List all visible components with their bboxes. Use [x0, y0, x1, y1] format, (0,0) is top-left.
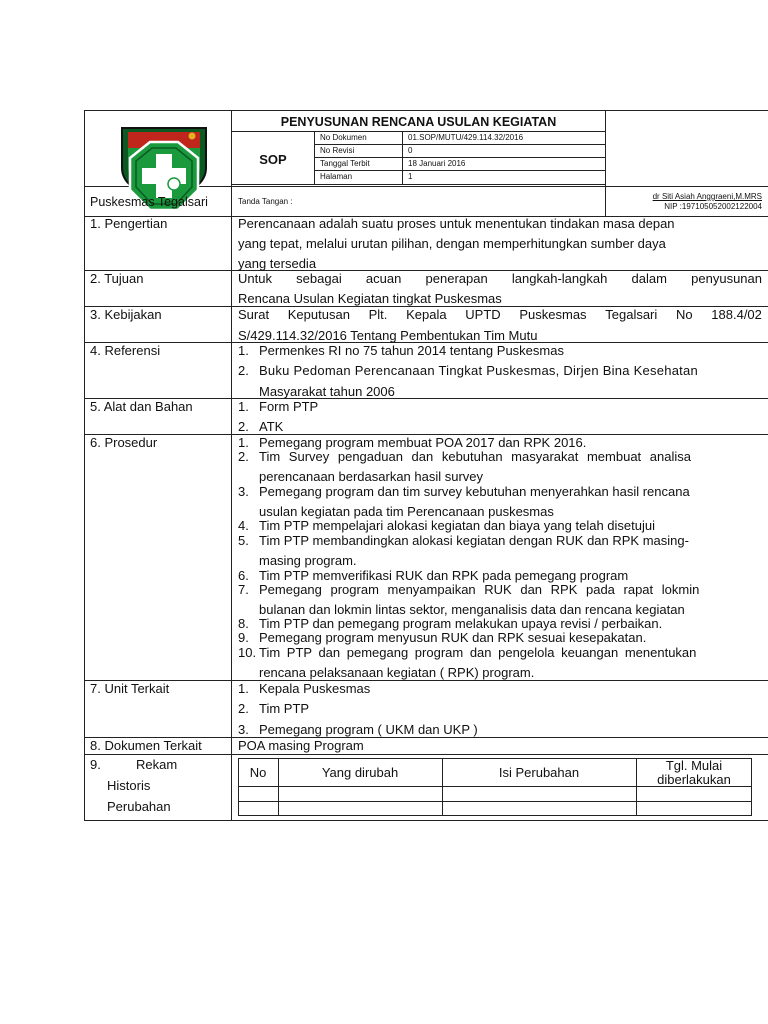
section-label-unit: 7. Unit Terkait	[90, 681, 170, 696]
prosedur-item	[238, 484, 690, 500]
list-number: 2.	[238, 419, 249, 434]
prosedur-item	[238, 533, 689, 549]
row-line-rekam	[84, 754, 768, 755]
tujuan-word: penyusunan	[691, 271, 762, 286]
prosedur-continuation: masing program.	[259, 553, 357, 568]
rekam-label-word: Perubahan	[107, 799, 171, 814]
kebijakan-word: 188.4/02	[711, 307, 762, 322]
meta-value-halaman: 1	[408, 172, 413, 181]
history-header-tgl-mulai: Tgl. Mulai	[665, 758, 723, 773]
section-label-pengertian: 1. Pengertian	[90, 216, 168, 231]
list-text: Tim PTP memverifikasi RUK dan RPK pada pemegang program	[259, 568, 629, 583]
tujuan-word: Untuk	[238, 271, 272, 286]
prosedur-continuation: rencana pelaksanaan kegiatan ( RPK) program.	[259, 665, 535, 680]
tujuan-word: dalam	[631, 271, 667, 286]
meta-value-no-revisi: 0	[408, 146, 413, 155]
kebijakan-word: Keputusan	[287, 307, 350, 322]
list-number: 2.	[238, 449, 249, 464]
list-text: Buku Pedoman Perencanaan Tingkat Puskesmas, Dirjen Bina Kesehatan	[259, 363, 699, 378]
meta-label-halaman: Halaman	[320, 172, 353, 181]
kebijakan-word: Plt.	[368, 307, 388, 322]
signer-nip: NIP :197105052002122004	[664, 202, 762, 211]
kebijakan-word: UPTD	[465, 307, 501, 322]
list-text: Pemegang program dan tim survey kebutuhan menyerahkan hasil rencana	[259, 484, 690, 499]
tujuan-word: sebagai	[296, 271, 342, 286]
institution-name: Puskesmas Tegalsari	[90, 195, 208, 209]
tujuan-line-2: Rencana Usulan Kegiatan tingkat Puskesmas	[238, 291, 502, 306]
meta-row-2	[314, 157, 605, 158]
tujuan-word: acuan	[365, 271, 402, 286]
list-number: 5.	[238, 533, 249, 548]
frame-top	[84, 110, 768, 111]
referensi-item	[238, 363, 762, 379]
frame-bottom	[84, 820, 768, 821]
kebijakan-line-1	[238, 307, 762, 323]
list-number: 1.	[238, 343, 249, 358]
list-text: Tim PTP dan pemegang program dan pengelola keuangan menentukan	[259, 645, 697, 660]
signer-name: dr Siti Asiah Anggraeni,M.MRS	[652, 192, 762, 201]
section-label-dokumen: 8. Dokumen Terkait	[90, 738, 202, 753]
list-number: 2.	[238, 363, 249, 378]
history-header-isi-perubahan: Isi Perubahan	[498, 765, 580, 780]
list-text: Tim PTP membandingkan alokasi kegiatan dengan RUK dan RPK masing-	[259, 533, 689, 548]
unit-item	[238, 701, 309, 717]
history-header-yang-dirubah: Yang dirubah	[321, 765, 399, 780]
kebijakan-word: Puskesmas	[519, 307, 587, 322]
prosedur-continuation: bulanan dan lokmin lintas sektor, menganalisis data dan rencana kegiatan	[259, 602, 685, 617]
list-number: 8.	[238, 616, 249, 631]
tujuan-word: penerapan	[425, 271, 488, 286]
unit-item	[238, 681, 370, 697]
list-text: Pemegang program menyampaikan RUK dan RPK pada rapat lokmin	[259, 582, 700, 597]
list-text: Tim PTP dan pemegang program melakukan upaya revisi / perbaikan.	[259, 616, 663, 631]
prosedur-item	[238, 630, 646, 646]
title-underline	[232, 131, 605, 132]
meta-row-1	[314, 144, 605, 145]
list-number: 7.	[238, 582, 249, 597]
list-number: 1.	[238, 681, 249, 696]
list-number: 6.	[238, 568, 249, 583]
dokumen-text: POA masing Program	[238, 738, 364, 753]
kebijakan-word: Kepala	[406, 307, 447, 322]
list-text: Kepala Puskesmas	[259, 681, 371, 696]
kebijakan-word: Tegalsari	[605, 307, 658, 322]
section-label-referensi: 4. Referensi	[90, 343, 161, 358]
list-text: Pemegang program menyusun RUK dan RPK sesuai kesepakatan.	[259, 630, 647, 645]
alat-item	[238, 419, 283, 435]
unit-item	[238, 722, 478, 738]
rekam-label-word: Rekam	[136, 757, 178, 772]
list-number: 3.	[238, 722, 249, 737]
list-text: Pemegang program ( UKM dan UKP )	[259, 722, 478, 737]
history-row-line	[238, 801, 752, 802]
kebijakan-word: Surat	[238, 307, 270, 322]
tujuan-word: langkah-langkah	[511, 271, 608, 286]
pengertian-line-3: yang tersedia	[238, 256, 317, 271]
meta-label-no-dokumen: No Dokumen	[320, 133, 367, 142]
meta-label-tanggal-terbit: Tanggal Terbit	[320, 159, 370, 168]
prosedur-item	[238, 518, 655, 534]
list-number: 3.	[238, 484, 249, 499]
pengertian-line-2: yang tepat, melalui urutan pilihan, dengan memperhitungkan sumber daya	[238, 236, 666, 251]
tujuan-line-1	[238, 271, 762, 287]
list-text: ATK	[259, 419, 284, 434]
section-label-tujuan: 2. Tujuan	[90, 271, 144, 286]
meta-label-no-revisi: No Revisi	[320, 146, 355, 155]
meta-value-no-dokumen: 01.SOP/MUTU/429.114.32/2016	[408, 133, 524, 142]
pengertian-line-1: Perencanaan adalah suatu proses untuk menentukan tindakan masa depan	[238, 216, 675, 231]
referensi-item-continuation: Masyarakat tahun 2006	[259, 384, 395, 399]
section-label-prosedur: 6. Prosedur	[90, 435, 158, 450]
list-number: 9.	[238, 630, 249, 645]
sop-label: SOP	[259, 152, 287, 167]
prosedur-continuation: usulan kegiatan pada tim Perencanaan puskesmas	[259, 504, 554, 519]
list-text: Form PTP	[259, 399, 319, 414]
meta-row-3	[314, 170, 605, 171]
referensi-item	[238, 343, 564, 359]
prosedur-item	[238, 645, 696, 661]
list-text: Pemegang program membuat POA 2017 dan RPK 2016.	[259, 435, 587, 450]
history-header-no: No	[249, 765, 267, 780]
meta-value-tanggal-terbit: 18 Januari 2016	[408, 159, 466, 168]
list-text: Permenkes RI no 75 tahun 2014 tentang Puskesmas	[259, 343, 564, 358]
list-number: 10.	[238, 645, 257, 660]
list-number: 1.	[238, 435, 249, 450]
list-number: 2.	[238, 701, 249, 716]
prosedur-item	[238, 582, 699, 598]
alat-item	[238, 399, 318, 415]
prosedur-continuation: perencanaan berdasarkan hasil survey	[259, 469, 484, 484]
kebijakan-line-2: S/429.114.32/2016 Tentang Pembentukan Tim Mutu	[238, 328, 538, 343]
list-text: Tim PTP	[259, 701, 310, 716]
history-header-diberlakukan: diberlakukan	[657, 772, 731, 787]
meta-row-4	[232, 184, 605, 185]
list-text: Tim PTP mempelajari alokasi kegiatan dan biaya yang telah disetujui	[259, 518, 655, 533]
kebijakan-word: No	[675, 307, 693, 322]
prosedur-item	[238, 449, 691, 465]
signature-label: Tanda Tangan :	[238, 197, 293, 206]
section-label-alat: 5. Alat dan Bahan	[90, 399, 193, 414]
list-number: 4.	[238, 518, 249, 533]
list-text: Tim Survey pengaduan dan kebutuhan masyarakat membuat analisa	[259, 449, 691, 464]
document-title: PENYUSUNAN RENCANA USULAN KEGIATAN	[280, 115, 557, 129]
rekam-label-word: Historis	[107, 778, 151, 793]
rekam-label-number: 9.	[90, 757, 101, 772]
list-number: 1.	[238, 399, 249, 414]
section-label-kebijakan: 3. Kebijakan	[90, 307, 162, 322]
